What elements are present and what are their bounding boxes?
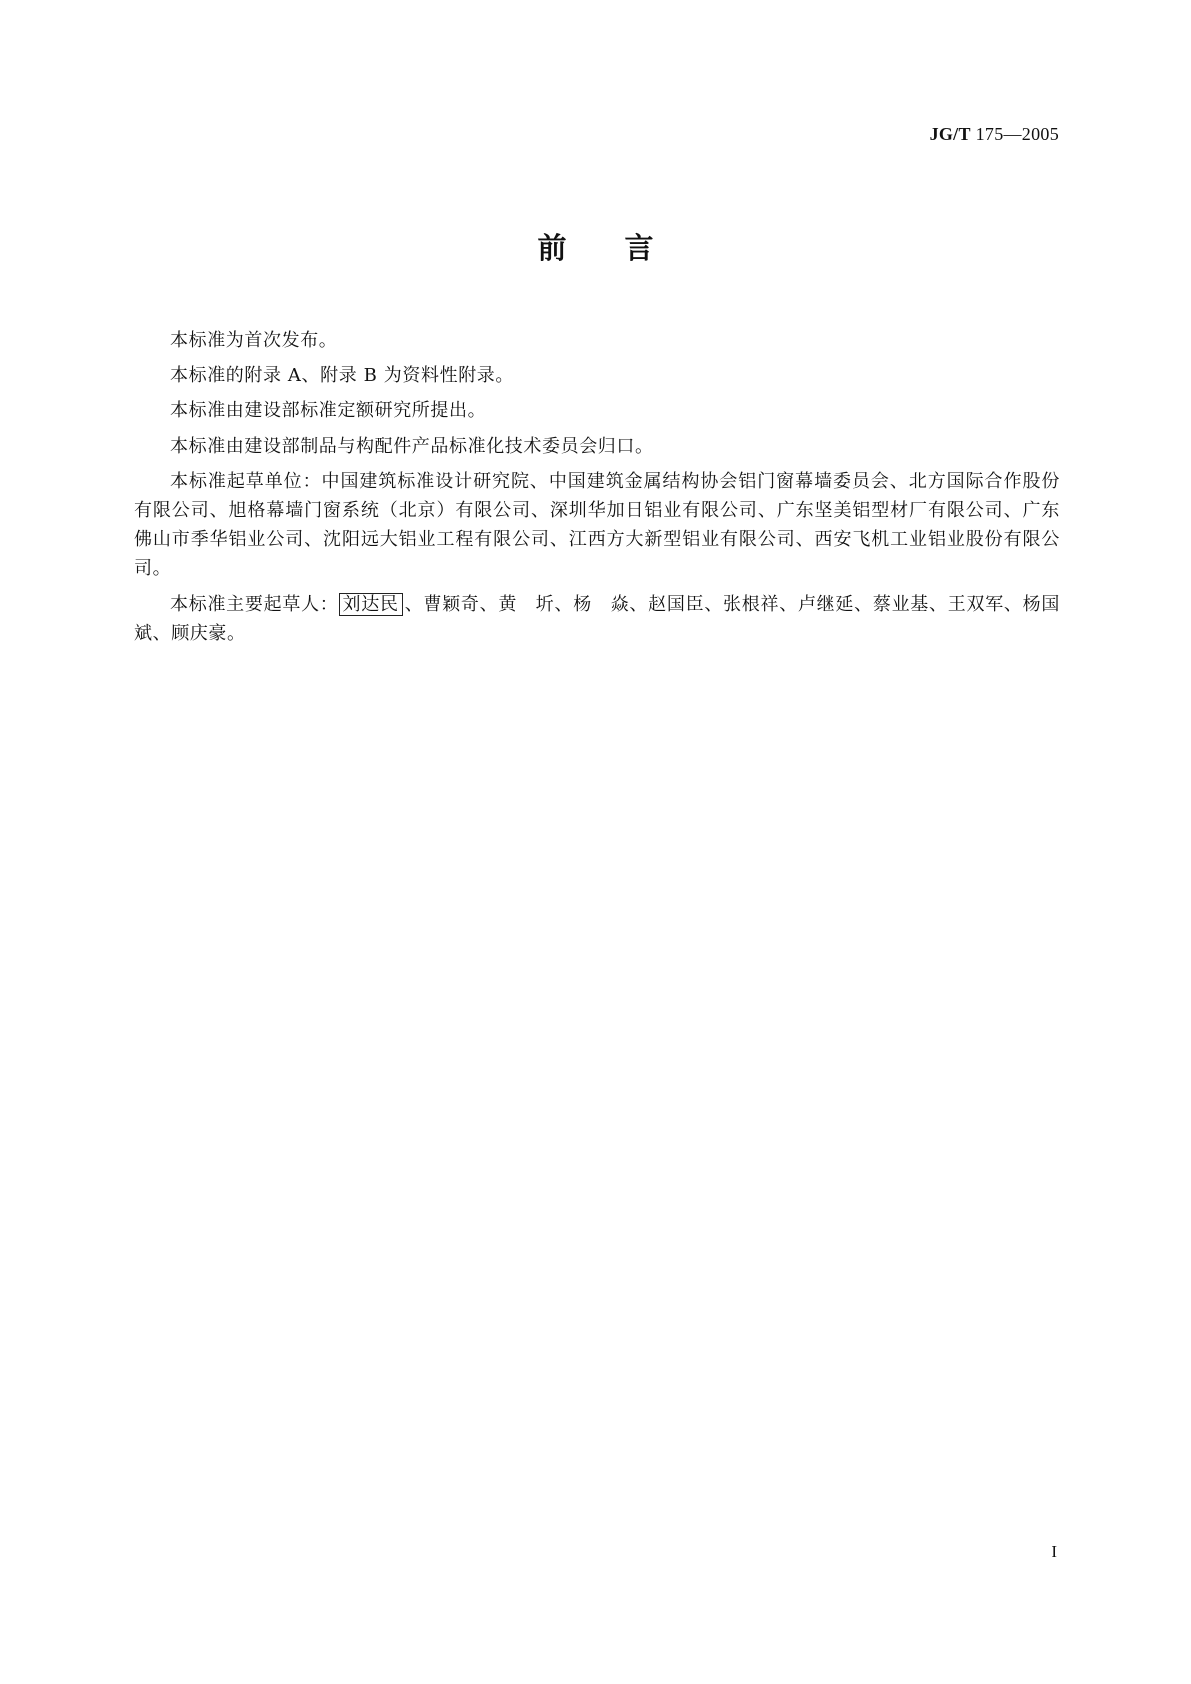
paragraph-drafting-units: 本标准起草单位：中国建筑标准设计研究院、中国建筑金属结构协会铝门窗幕墙委员会、北方国际合作股份有限公司、旭格幕墙门窗系统（北京）有限公司、深圳华加日铝业有限公司、广东坚美铝型材厂有限公司、广东佛山市季华铝业公司、沈阳远大铝业工程有限公司、江西方大新型铝业有限公司、西安飞机工业铝业股份有限公司。 — [134, 470, 1060, 580]
page-number: I — [1051, 1542, 1057, 1561]
paragraph-first-release: 本标准为首次发布。 — [170, 330, 338, 351]
paragraph-administration: 本标准由建设部制品与构配件产品标准化技术委员会归口。 — [170, 435, 654, 457]
paragraph-drafters — [134, 590, 1060, 648]
standard-code-number: 175—2005 — [970, 124, 1059, 144]
boxed-drafter-name: 刘达民 — [339, 593, 403, 616]
drafters-label: 本标准主要起草人： — [170, 593, 339, 615]
drafters-list: 、曹颖奇、黄 圻、杨 焱、赵国臣、张根祥、卢继延、蔡业基、王双军、杨国斌、顾庆豪。 — [134, 593, 1060, 644]
foreword-body — [134, 326, 1060, 654]
paragraph-appendices: 本标准的附录 A、附录 B 为资料性附录。 — [170, 365, 514, 387]
paragraph-proposer: 本标准由建设部标准定额研究所提出。 — [170, 400, 487, 422]
standard-code-prefix: JG/T — [929, 124, 971, 144]
standard-code — [930, 124, 1059, 145]
page-title: 前言 — [537, 231, 712, 265]
